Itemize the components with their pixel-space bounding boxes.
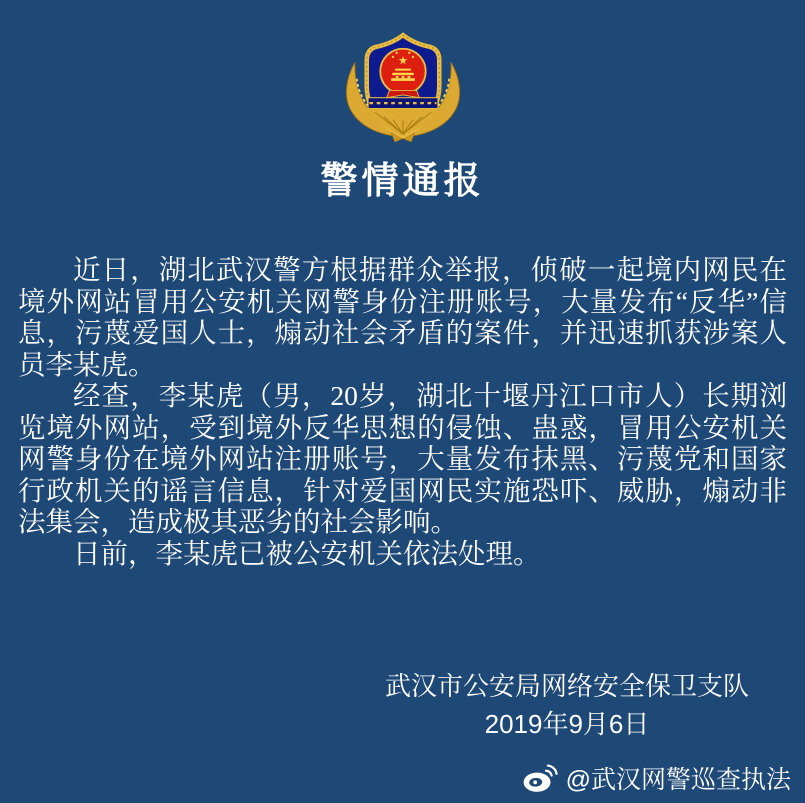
notice-body [18,254,787,569]
notice-paragraph-3: 日前，李某虎已被公安机关依法处理。 [73,537,541,569]
watermark-handle: @武汉网警巡查执法 [565,766,791,794]
weibo-icon [522,763,559,794]
notice-paragraph-2: 经查，李某虎（男，20岁，湖北十堰丹江口市人）长期浏览境外网站，受到境外反华思想的侵蚀、蛊惑，冒用公安机关网警身份在境外网站注册账号，大量发布抹黑、污蔑党和国家行政机关的谣言信息，针对爱国网民实施恐吓、威胁，煽动非法集会，造成极其恶劣的社会影响。 [18,380,787,537]
notice-title: 警情通报 [320,161,485,202]
police-emblem [335,26,471,144]
signature-date: 2019年9月6日 [484,709,650,739]
signature-block [385,668,749,742]
signature-organization: 武汉市公安局网络安全保卫支队 [384,671,749,701]
watermark [522,760,791,796]
police-badge-icon [335,26,471,144]
notice-paragraph-1: 近日，湖北武汉警方根据群众举报，侦破一起境内网民在境外网站冒用公安机关网警身份注册账号，大量发布“反华”信息，污蔑爱国人士，煽动社会矛盾的案件，并迅速抓获涉案人员李某虎。 [18,254,787,380]
